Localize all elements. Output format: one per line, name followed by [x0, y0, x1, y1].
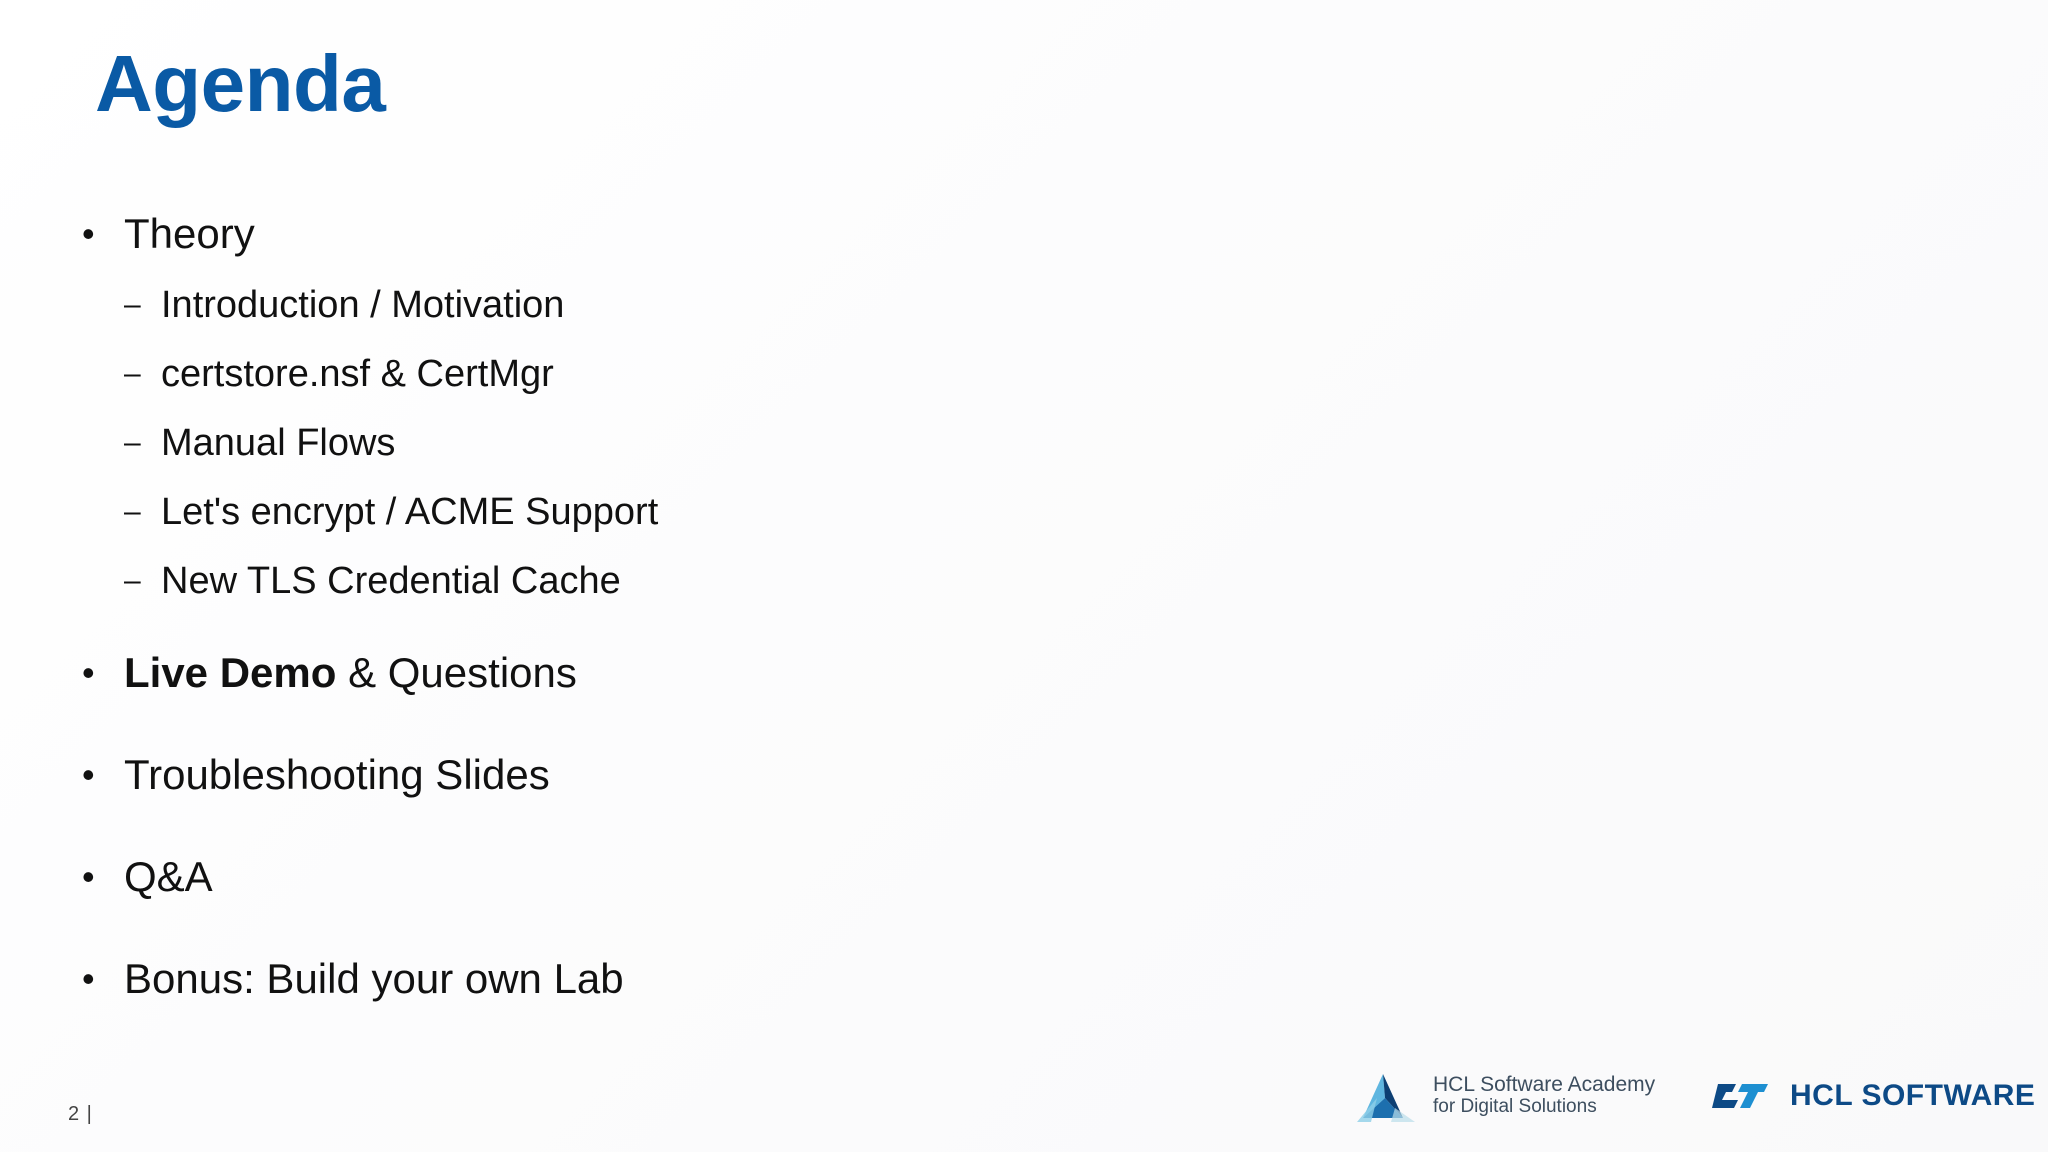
brand-name: HCL SOFTWARE	[1790, 1079, 2036, 1112]
agenda-subitem	[82, 490, 1282, 534]
agenda-item-label: Q&A	[124, 853, 213, 900]
academy-subtitle: for Digital Solutions	[1433, 1096, 1597, 1117]
agenda-subitem	[82, 352, 1282, 396]
dash-icon: –	[124, 495, 141, 528]
bullet-icon: •	[82, 652, 95, 693]
agenda-subitem	[82, 559, 1282, 603]
bullet-icon: •	[82, 213, 95, 254]
bullet-icon: •	[82, 958, 95, 999]
agenda-item-label: Bonus: Build your own Lab	[124, 955, 624, 1002]
dash-icon: –	[124, 564, 141, 597]
academy-name: HCL Software Academy	[1433, 1073, 1656, 1096]
agenda-item-label-rest: & Questions	[336, 649, 577, 696]
agenda-subitem-label: certstore.nsf & CertMgr	[161, 353, 554, 395]
bullet-icon: •	[82, 754, 95, 795]
agenda-subitem-label: Introduction / Motivation	[161, 284, 565, 326]
agenda-list	[82, 210, 1282, 1003]
agenda-subitem	[82, 283, 1282, 327]
agenda-subitem-label: Let's encrypt / ACME Support	[161, 491, 659, 533]
page-number: 2 |	[68, 1103, 93, 1125]
agenda-subitem	[82, 421, 1282, 465]
academy-logo	[1355, 1068, 1655, 1124]
agenda-item-theory	[82, 210, 1282, 258]
agenda-item-live-demo	[82, 649, 1282, 697]
slide-title: Agenda	[95, 39, 386, 128]
agenda-subitem-label: New TLS Credential Cache	[161, 560, 621, 602]
agenda-item-troubleshooting	[82, 751, 1282, 799]
dash-icon: –	[124, 426, 141, 459]
dash-icon: –	[124, 357, 141, 390]
agenda-item-label: Troubleshooting Slides	[124, 751, 550, 798]
agenda-subitem-label: Manual Flows	[161, 422, 396, 464]
agenda-item-label	[82, 649, 1282, 697]
hcl-software-logo	[1712, 1074, 2035, 1118]
agenda-item-label-bold: Live Demo	[124, 649, 337, 696]
dash-icon: –	[124, 288, 141, 321]
agenda-item-label: Theory	[124, 210, 255, 257]
hcl-software-logo-icon	[1712, 1082, 1768, 1110]
academy-triangle-logo-icon	[1355, 1068, 1421, 1124]
agenda-item-qa	[82, 853, 1282, 901]
agenda-item-bonus	[82, 955, 1282, 1003]
academy-text	[1433, 1074, 1655, 1118]
bullet-icon: •	[82, 856, 95, 897]
